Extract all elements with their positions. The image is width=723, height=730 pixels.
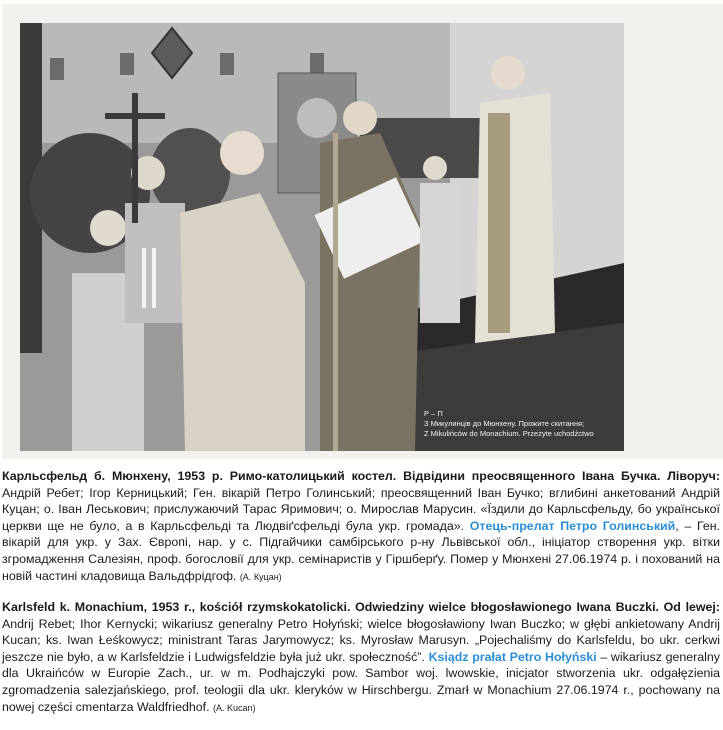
caption-line: Z Mikulińców do Monachium. Przeżyte uchodźctwo xyxy=(424,429,594,438)
polish-heading: Karlsfeld k. Monachium, 1953 r., kościół rzymskokatolicki. Odwiedziny wielce błogosławionego Iwana Buczki. Od lewej: xyxy=(2,600,720,614)
historical-photo xyxy=(20,23,624,451)
polish-credit: (A. Kucan) xyxy=(212,702,256,713)
ukrainian-name-highlight: Отець-прелат Петро Голинський xyxy=(469,518,676,533)
ukrainian-description xyxy=(2,468,720,585)
photo-card xyxy=(2,4,723,459)
polish-body-2: – wikariusz generalny dla Ukraińców w Europie Zach., ur. w m. Podhajczyki pow. Sambor woj. lwowskie, inicjator stworzenia ukr. odgałęzienia zgromadzenia salezjańskiego, prof. teologii dla ukr. kleryków w Hirschbergu. Zmarł w Monachium 27.06.1974 r., pochowany na nowej części cmentarza Waldfriedhof. xyxy=(2,649,720,714)
ukrainian-body-1: Андрій Ребет; Ігор Керницький; Ген. вікарій Петро Голинський; преосвященний Іван Бучко; вглибині анкетований Андрій Куцан; о. Іван Леськович; прислужаючий Тарас Яримович; о. Мирослав Марусин. «Їздили до Карльсфельду, бо української церкви ще не було, а в Карльсфельді та Людвіґсфельді була укр. громада». xyxy=(2,485,720,533)
caption-line: З Микулинців до Мюнхену. Прожите скитання; xyxy=(424,419,585,428)
polish-body-1: Andrij Rebet; Ihor Kernycki; wikariusz generalny Petro Hołyński; wielce błogosławiony Iwan Buczko; w głębi ankietowany Andrij Kucan; ks. Iwan Łeśkowycz; ministrant Taras Jarymowycz; ks. Myrosław Marusyn. „Pojechaliśmy do Karlsfeldu, bo ukr. cerkwi jeszcze nie było, a w Karlsfeldzie i Ludwigsfeldzie była już ukr. społeczność”. xyxy=(2,616,720,664)
ukrainian-body-2: , – Ген. вікарій для укр. у Зах. Європі, нар. у с. Підгайчики самбірського р-ну Львівської обл., ініціатор створення укр. вітки згромадження Салезіян, проф. богословії для укр. семінаристів у Гіршберґу. Помер у Мюнхені 27.06.1974 р. і похований на новій частині кладовища Вальдфрідгоф. xyxy=(2,518,720,583)
caption-line: Р – П xyxy=(424,409,443,418)
polish-name-highlight: Ksiądz prałat Petro Hołyński xyxy=(428,649,597,664)
ukrainian-heading: Карльсфельд б. Мюнхену, 1953 р. Римо-католицький костел. Відвідини преосвященного Івана Бучка. Ліворуч: xyxy=(2,469,720,483)
polish-description xyxy=(2,599,720,716)
ukrainian-credit: (А. Куцан) xyxy=(239,571,282,582)
photo-illustration xyxy=(20,23,624,451)
photo-caption xyxy=(424,409,594,439)
